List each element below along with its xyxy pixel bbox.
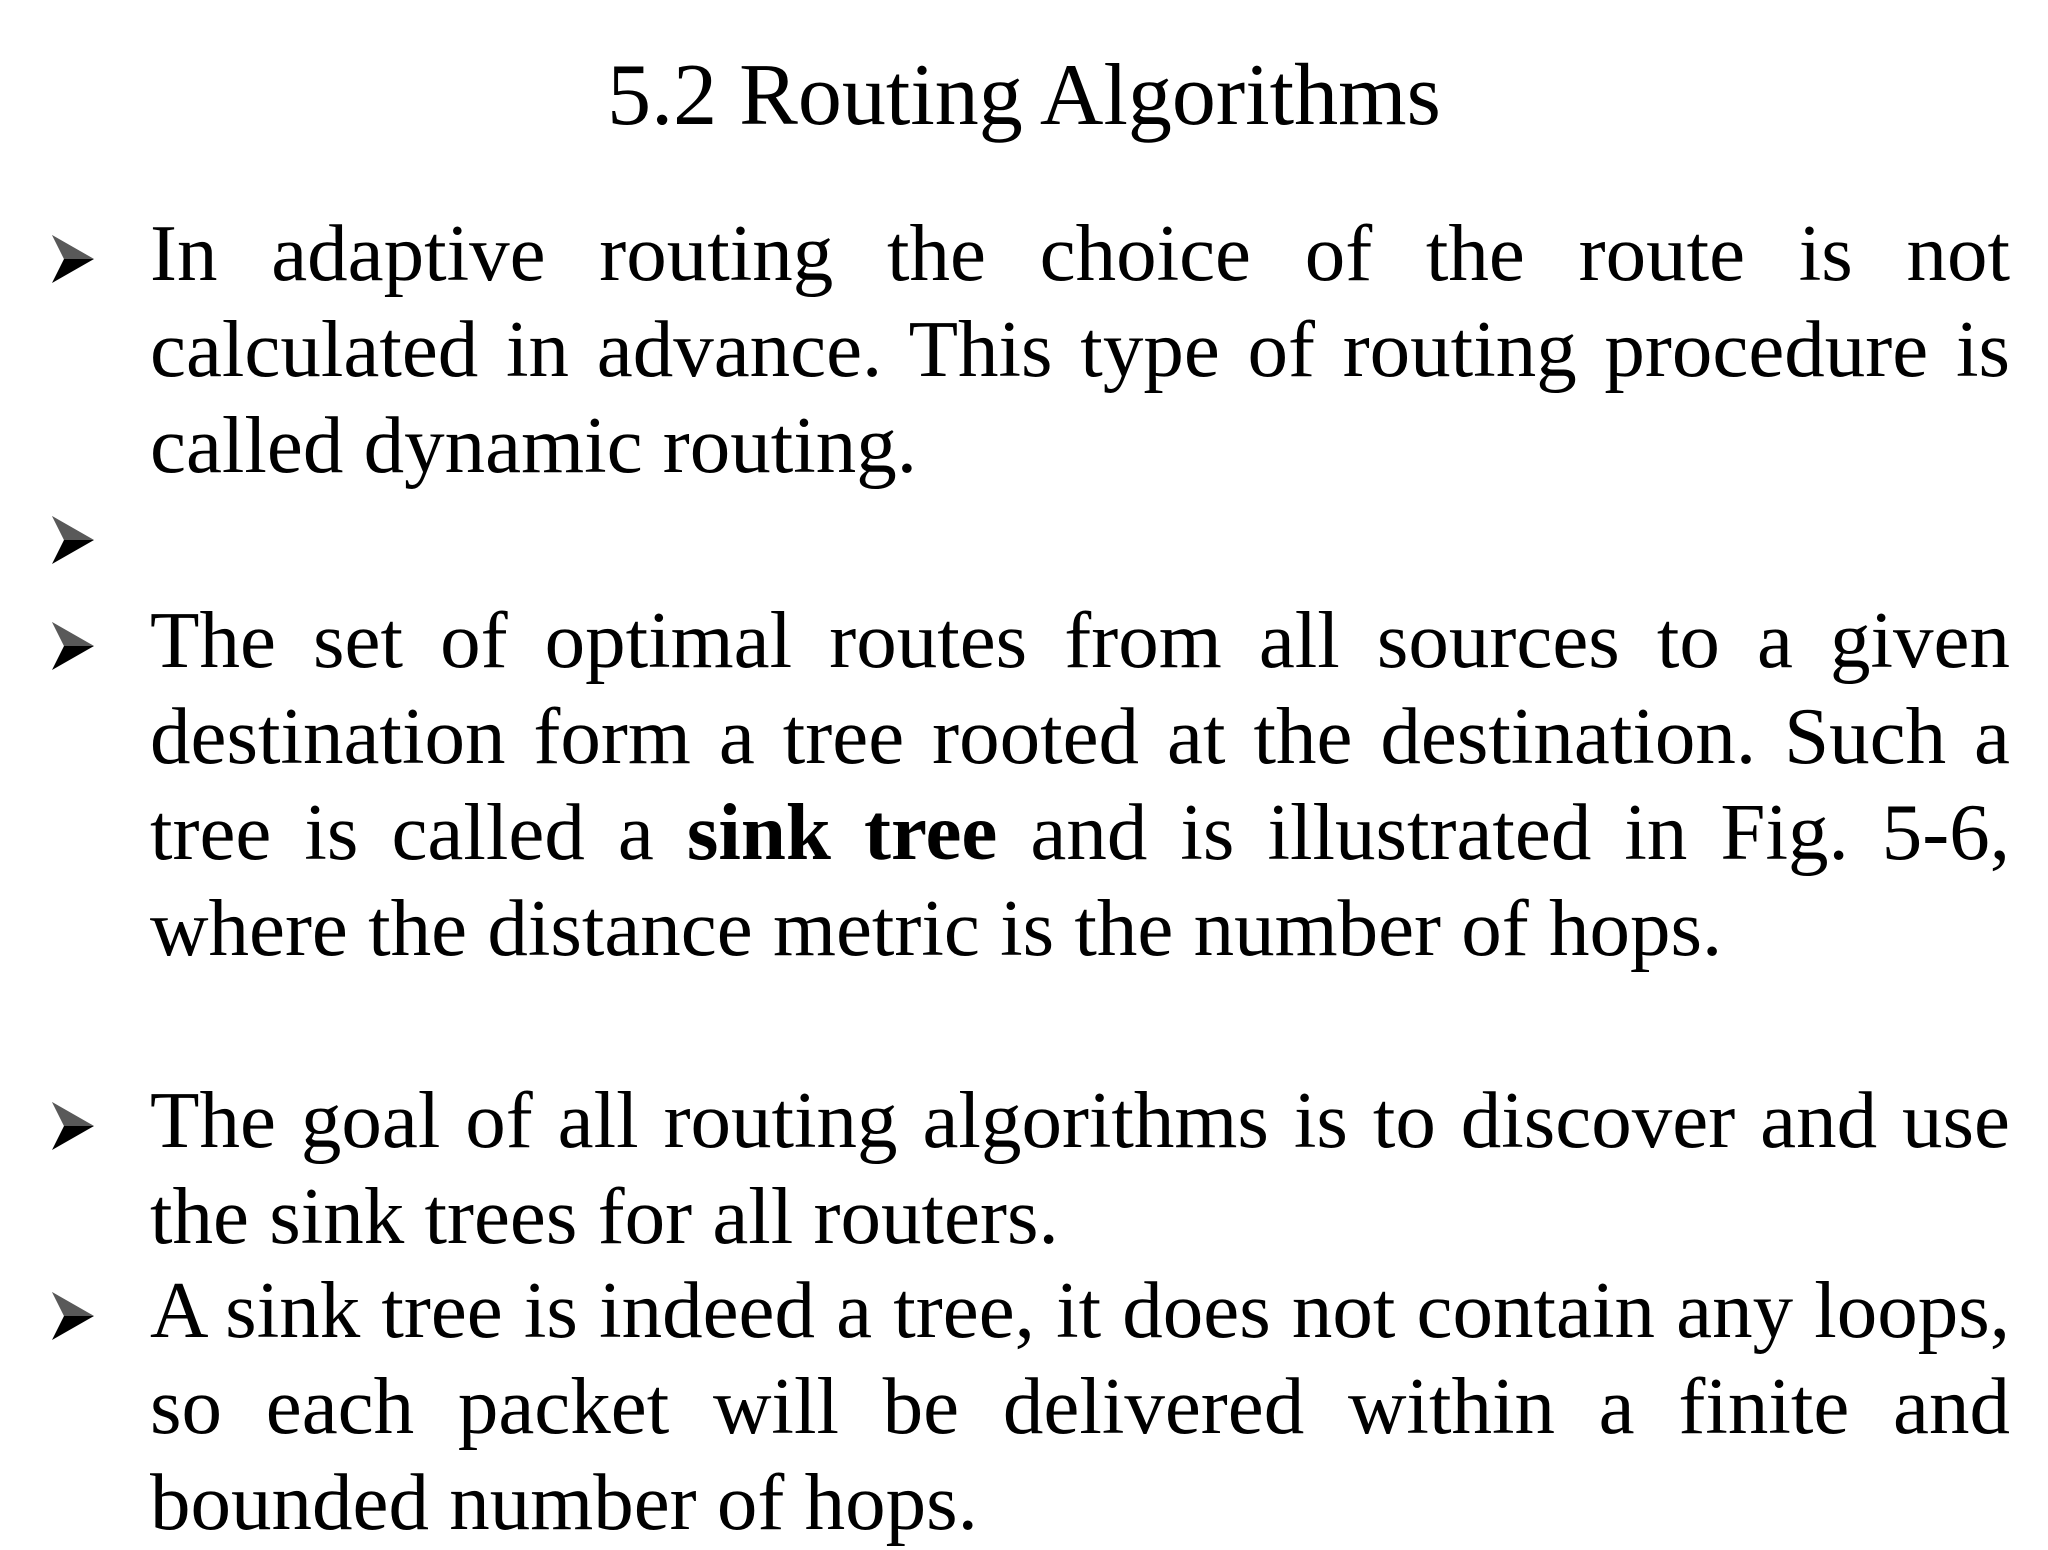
arrowhead-bullet-icon [50,1290,96,1342]
bullet-item [50,592,2010,976]
arrowhead-bullet-icon [50,1100,96,1152]
arrowhead-bullet-icon [50,620,96,672]
bullet-text [150,592,2010,976]
bullet-text: A sink tree is indeed a tree, it does not contain any loops, so each packet will be delivered within a finite and bounded number of hops. [150,1265,2010,1547]
arrowhead-bullet-icon [50,514,96,566]
arrowhead-bullet-icon [50,233,96,285]
sink-tree-term: sink tree [686,787,998,877]
bullet-text: In adaptive routing the choice of the route is not calculated in advance. This type of routing procedure is called dynamic routing. [150,208,2010,490]
bullet-item [50,205,2010,493]
bullet-text-part: The set of optimal routes from all sources to a given destination form a tree rooted at the destination. Such a tree is called a [150,595,2010,877]
bullet-item [50,1072,2010,1264]
bullet-item [50,1262,2010,1550]
bullet-text-part: and is illustrated in Fig. 5-6, where the distance metric is the number of hops. [150,787,2010,973]
bullet-text: The goal of all routing algorithms is to discover and use the sink trees for all routers. [150,1075,2010,1261]
page-title: 5.2 Routing Algorithms [607,47,1441,144]
